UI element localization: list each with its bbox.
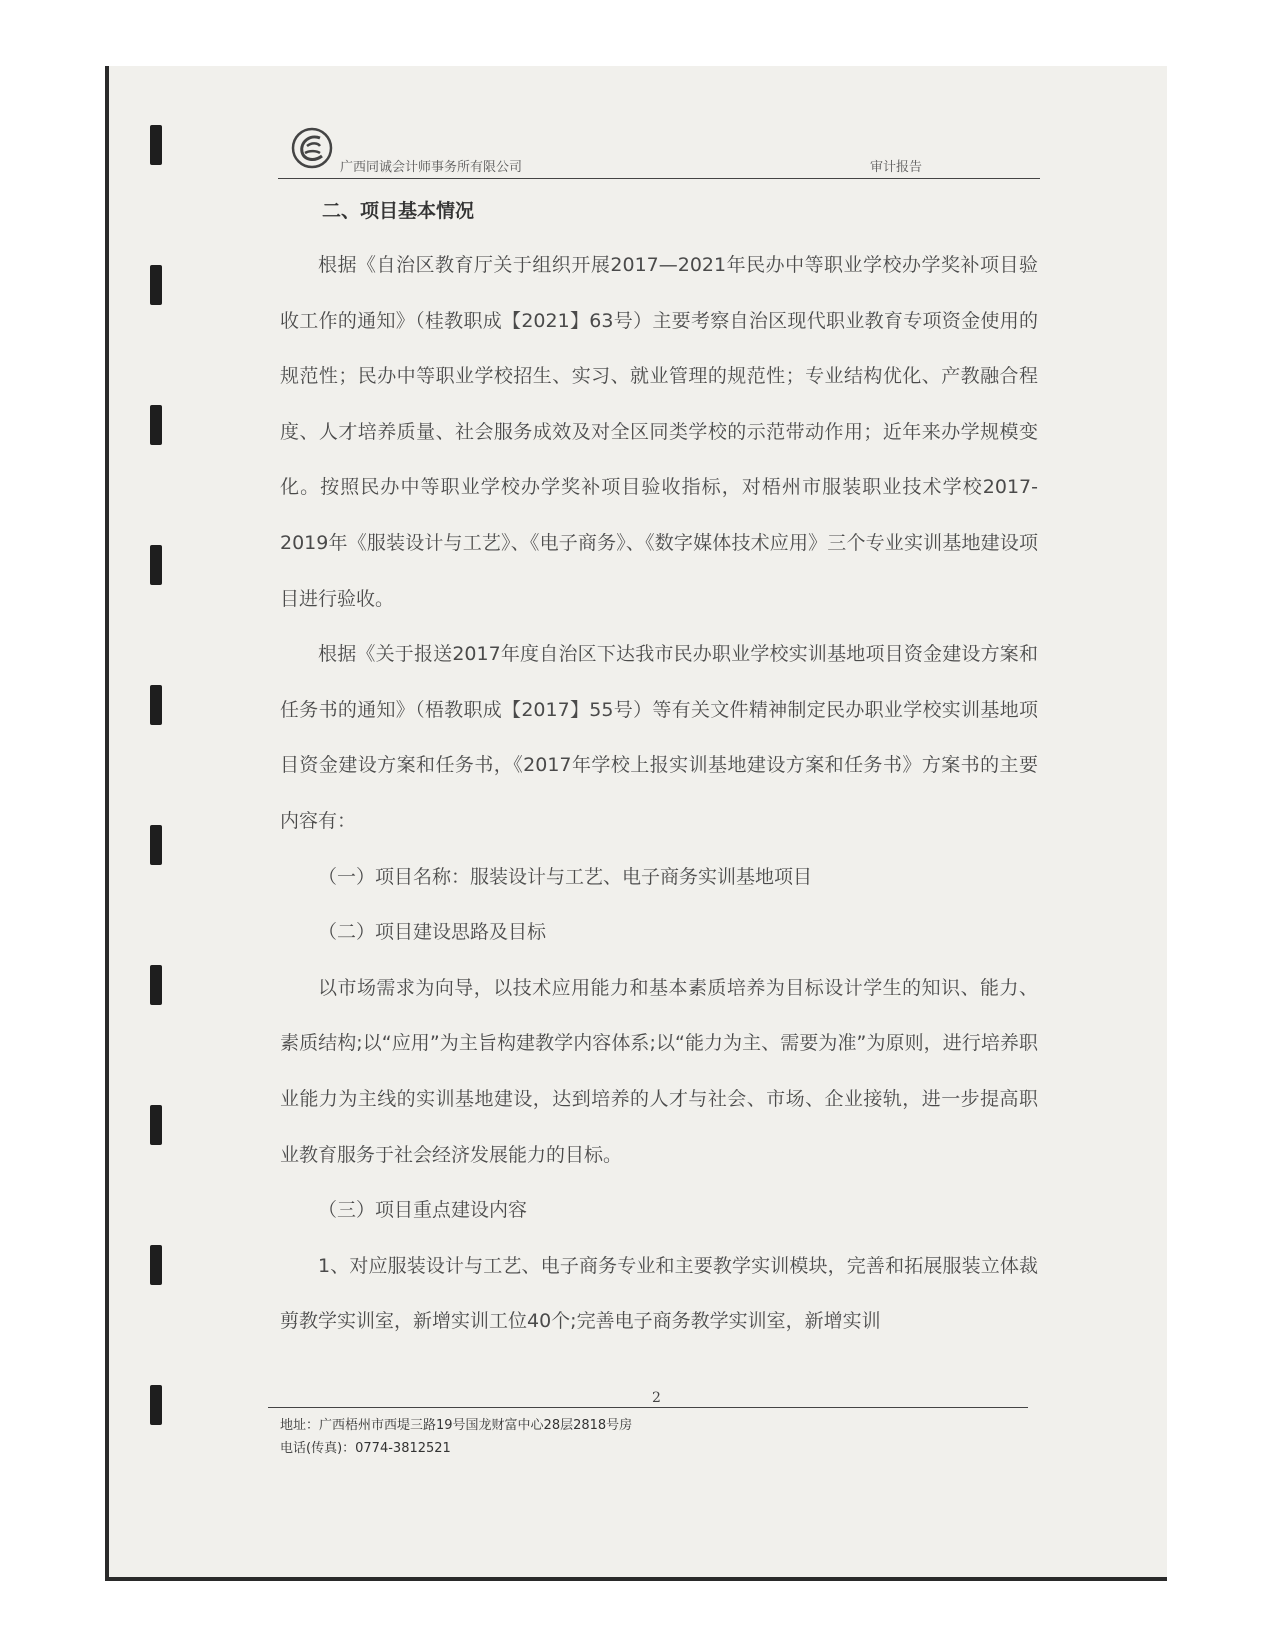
binder-hole: [150, 685, 162, 725]
company-logo-icon: [290, 126, 334, 170]
header-divider: [278, 178, 1040, 179]
paragraph: （三）项目重点建设内容: [318, 1199, 528, 1222]
binder-hole: [150, 405, 162, 445]
binder-hole: [150, 825, 162, 865]
section-title: 二、项目基本情况: [322, 200, 475, 222]
body-text: [280, 238, 1038, 1350]
paragraph: 以市场需求为向导，以技术应用能力和基本素质培养为目标设计学生的知识、能力、素质结构;以“应用”为主旨构建教学内容体系;以“能力为主、需要为准”为原则，进行培养职业能力为主线的实训基地建设，达到培养的人才与社会、市场、企业接轨，进一步提高职业教育服务于社会经济发展能力的目标。: [280, 976, 1038, 1166]
paragraph: 1、对应服装设计与工艺、电子商务专业和主要教学实训模块，完善和拓展服装立体裁剪教学实训室，新增实训工位40个;完善电子商务教学实训室，新增实训: [280, 1254, 1038, 1333]
paragraph: （二）项目建设思路及目标: [318, 921, 547, 944]
footer-phone: 电话(传真)：0774-3812521: [280, 1441, 451, 1456]
company-name: 广西同诚会计师事务所有限公司: [340, 160, 523, 175]
paragraph: 根据《自治区教育厅关于组织开展2017—2021年民办中等职业学校办学奖补项目验收工作的通知》（桂教职成【2021】63号）主要考察自治区现代职业教育专项资金使用的规范性；民办中等职业学校招生、实习、就业管理的规范性；专业结构优化、产教融合程度、人才培养质量、社会服务成效及对全区同类学校的示范带动作用；近年来办学规模变化。按照民办中等职业学校办学奖补项目验收指标，对梧州市服装职业技术学校2017-2019年《服装设计与工艺》、《电子商务》、《数字媒体技术应用》三个专业实训基地建设项目进行验收。: [280, 254, 1038, 610]
report-type: 审计报告: [870, 160, 923, 175]
paragraph: （一）项目名称：服装设计与工艺、电子商务实训基地项目: [318, 865, 813, 888]
binder-hole: [150, 1245, 162, 1285]
binder-hole: [150, 265, 162, 305]
binder-hole: [150, 1385, 162, 1425]
binder-hole: [150, 1105, 162, 1145]
binder-hole: [150, 545, 162, 585]
binder-hole: [150, 125, 162, 165]
footer-address: 地址：广西梧州市西堤三路19号国龙财富中心28层2818号房: [280, 1418, 633, 1433]
binder-hole: [150, 965, 162, 1005]
paragraph: 根据《关于报送2017年度自治区下达我市民办职业学校实训基地项目资金建设方案和任务书的通知》（梧教职成【2017】55号）等有关文件精神制定民办职业学校实训基地项目资金建设方案和任务书，《2017年学校上报实训基地建设方案和任务书》方案书的主要内容有：: [280, 643, 1038, 832]
page-number: 2: [652, 1390, 661, 1406]
footer-divider: [268, 1407, 1028, 1408]
